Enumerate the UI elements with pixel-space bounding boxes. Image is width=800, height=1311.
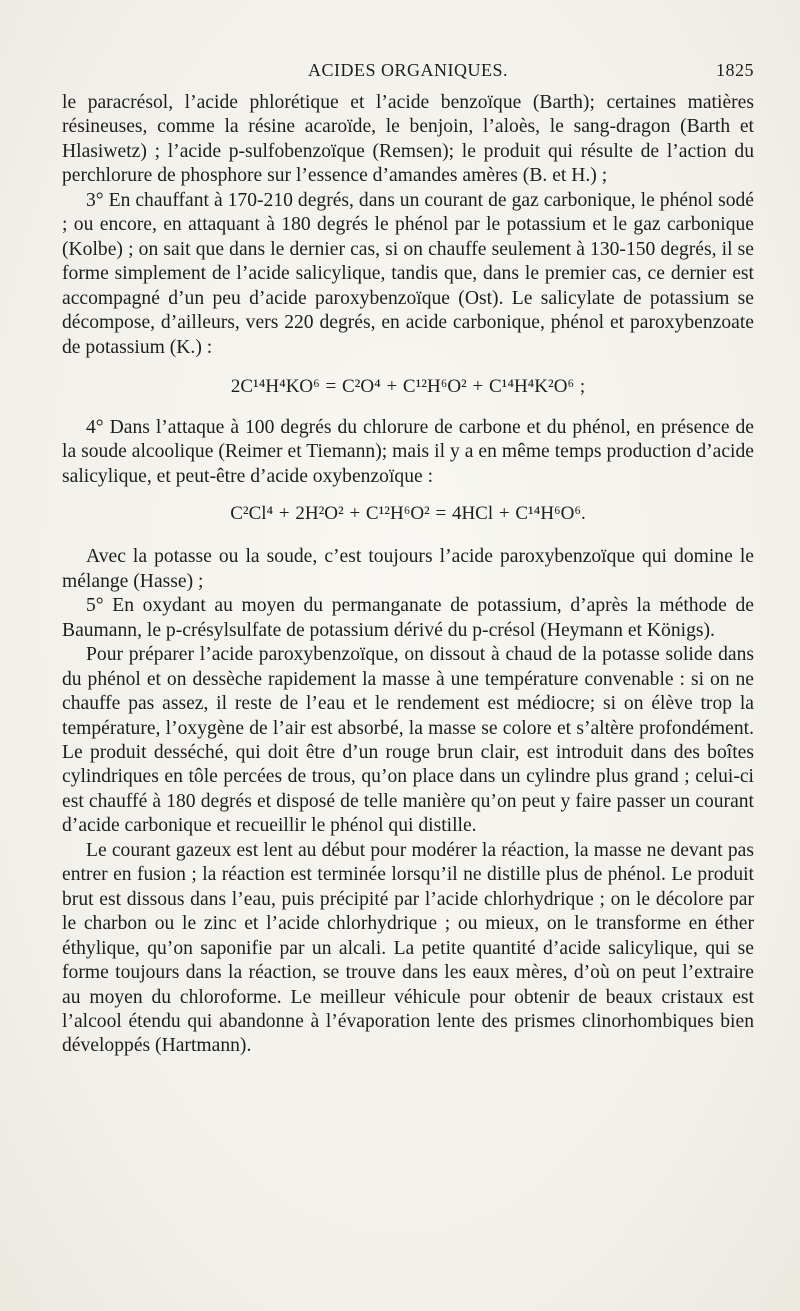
formula-reimer-tiemann: C²Cl⁴ + 2H²O² + C¹²H⁶O² = 4HCl + C¹⁴H⁶O⁶. <box>230 503 586 525</box>
paragraph-purification: Le courant gazeux est lent au début pour modérer la réaction, la masse ne devant pas entrer en fusion ; la réaction est terminée lorsqu’il ne distille plus de phénol. Le produit brut est dissous dans l’eau, puis précipité par l’acide chlorhydrique ; on le décolore par le charbon ou le zinc et l’acide chlorhydrique ; ou mieux, on le transforme en éther éthylique, qu’on saponifie par un alcali. La petite quantité d’acide salicylique, qui se forme toujours dans la réaction, se trouve dans les eaux mères, d’où on peut l’extraire au moyen du chloroforme. Le meilleur véhicule pour obtenir de beaux cristaux est l’alcool étendu qui abandonne à l’évaporation lente des prismes clinorhombiques bien développés (Hartmann). <box>62 839 754 1057</box>
page-number: 1825 <box>716 60 754 80</box>
paragraph-continuation: le paracrésol, l’acide phlorétique et l’acide benzoïque (Barth); certaines matières résineuses, comme la résine acaroïde, le benjoin, l’aloès, le sang-dragon (Barth et Hlasiwetz) ; l’acide p-sulfobenzoïque (Remsen); le produit qui résulte de l’action du perchlorure de phosphore sur l’essence d’amandes amères (B. et H.) ; <box>62 92 754 187</box>
paragraph-method-3: 3° En chauffant à 170-210 degrés, dans un courant de gaz carbonique, le phénol sodé ; ou encore, en attaquant à 180 degrés le phénol par le potassium et le gaz carbonique (Kolbe) ; on sait que dans le dernier cas, si on chauffe seulement à 130-150 degrés, il se forme simplement de l’acide salicylique, tandis que, dans le premier cas, ce dernier est accompagné d’un peu d’acide paroxybenzoïque (Ost). Le salicylate de potassium se décompose, d’ailleurs, vers 220 degrés, en acide carbonique, phénol et paroxybenzoate de potassium (K.) : <box>62 189 754 358</box>
paragraph-preparation: Pour préparer l’acide paroxybenzoïque, on dissout à chaud de la potasse solide dans du phénol et on dessèche rapidement la masse à une température convenable : si on ne chauffe pas assez, il reste de l’eau et le rendement est médiocre; si on élève trop la température, l’oxygène de l’air est absorbé, la masse se colore et s’altère profondément. Le produit desséché, qui doit être d’un rouge brun clair, est introduit dans des boîtes cylindriques en tôle percées de trous, qu’on place dans un cylindre plus grand ; celui-ci est chauffé à 180 degrés et disposé de telle manière qu’on peut y faire passer un courant d’acide carbonique et recueillir le phénol qui distille. <box>62 644 754 837</box>
running-header <box>62 60 754 86</box>
body-text <box>62 91 754 1059</box>
running-title: ACIDES ORGANIQUES. <box>307 60 508 80</box>
formula-decomposition: 2C¹⁴H⁴KO⁶ = C²O⁴ + C¹²H⁶O² + C¹⁴H⁴K²O⁶ ; <box>230 375 586 397</box>
paragraph-method-4: 4° Dans l’attaque à 100 degrés du chlorure de carbone et du phénol, en présence de la soude alcoolique (Reimer et Tiemann); mais il y a en même temps production d’acide salicylique, et peut-être d’acide oxybenzoïque : <box>62 416 754 487</box>
paragraph-hasse: Avec la potasse ou la soude, c’est toujours l’acide paroxybenzoïque qui domine le mélange (Hasse) ; <box>62 546 754 592</box>
paragraph-method-5: 5° En oxydant au moyen du permanganate de potassium, d’après la méthode de Baumann, le p-crésylsulfate de potassium dérivé du p-crésol (Heymann et Königs). <box>62 595 754 641</box>
